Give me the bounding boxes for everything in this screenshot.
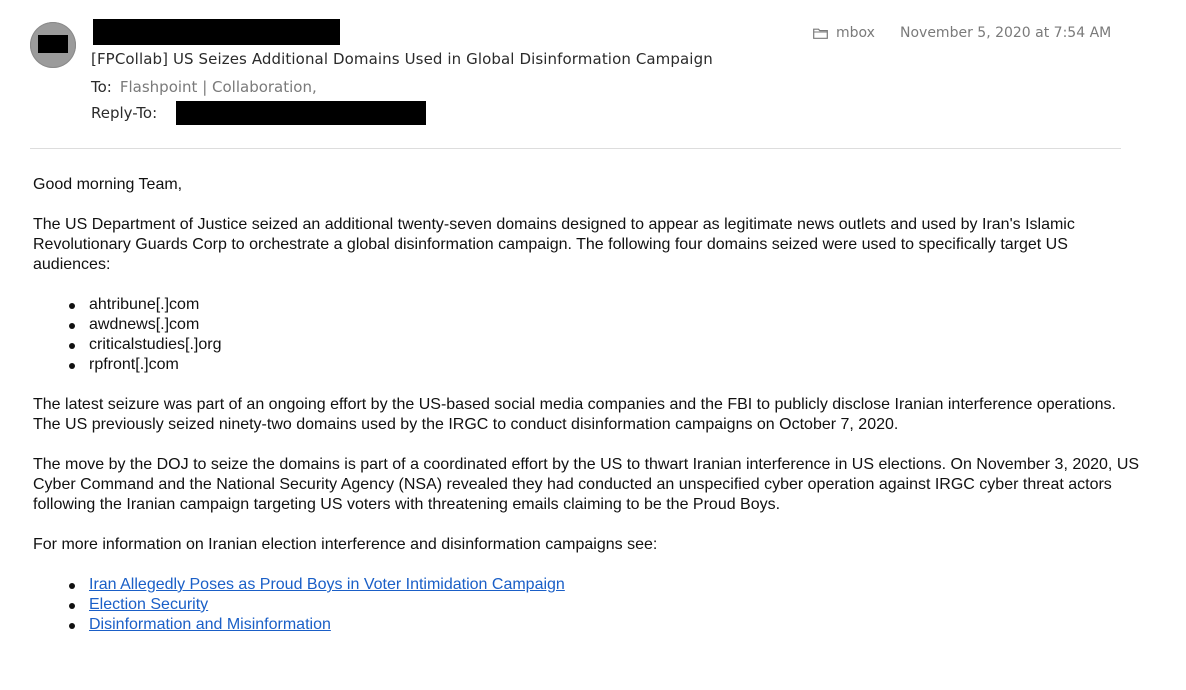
reply-to-label: Reply-To: [91,104,158,122]
email-date: November 5, 2020 at 7:54 AM [900,25,1112,41]
bullet [69,623,75,629]
mailbox-indicator[interactable] [813,25,875,41]
bullet [69,583,75,589]
paragraph-intro: The US Department of Justice seized an additional twenty-seven domains designed to appear as legitimate news outlets and used by Iran's Islamic Revolutionary Guards Corp to orchestrate a global disinformation campaign. The following four domains seized were used to specifically target US audiences: [33,216,1075,273]
folder-icon [813,28,828,39]
sender-avatar [30,22,76,68]
reply-to-redaction [176,101,426,125]
domain-text: awdnews[.]com [89,316,200,333]
list-item [89,315,1143,335]
domain-text: criticalstudies[.]org [89,336,222,353]
to-label: To: [91,78,112,96]
bullet [69,303,75,309]
link-proud-boys-campaign[interactable]: Iran Allegedly Poses as Proud Boys in Voter Intimidation Campaign [89,576,565,593]
avatar-redaction [38,35,68,53]
paragraph-doj: The move by the DOJ to seize the domains is part of a coordinated effort by the US to thwart Iranian interference in US elections. On November 3, 2020, US Cyber Command and the National Security Agency (NSA) revealed they had conducted an unspecified cyber operation against IRGC cyber threat actors following the Iranian campaign targeting US voters with threatening emails claiming to be the Proud Boys. [33,456,1140,513]
domain-text: ahtribune[.]com [89,296,200,313]
email-body [33,175,1143,655]
link-list [33,575,1143,635]
list-item [89,615,1143,635]
link-election-security[interactable]: Election Security [89,596,209,613]
email-header [0,0,1186,150]
list-item [89,355,1143,375]
reply-to-row [91,104,157,122]
greeting: Good morning Team, [33,176,183,193]
header-divider [30,148,1121,149]
to-row [91,78,317,96]
link-disinformation[interactable]: Disinformation and Misinformation [89,616,331,633]
domain-text: rpfront[.]com [89,356,179,373]
domain-list [33,295,1143,375]
to-recipient[interactable]: Flashpoint | Collaboration, [119,78,317,96]
sender-name-redaction [93,19,340,45]
list-item [89,595,1143,615]
mailbox-name: mbox [836,25,875,41]
list-item [89,335,1143,355]
bullet [69,363,75,369]
paragraph-more-info: For more information on Iranian election interference and disinformation campaigns see: [33,536,658,553]
bullet [69,343,75,349]
list-item [89,295,1143,315]
bullet [69,603,75,609]
bullet [69,323,75,329]
list-item [89,575,1143,595]
email-subject: [FPCollab] US Seizes Additional Domains Used in Global Disinformation Campaign [91,50,713,68]
paragraph-seizure: The latest seizure was part of an ongoing effort by the US-based social media companies and the FBI to publicly disclose Iranian interference operations. The US previously seized ninety-two domains used by the IRGC to conduct disinformation campaigns on October 7, 2020. [33,396,1116,433]
